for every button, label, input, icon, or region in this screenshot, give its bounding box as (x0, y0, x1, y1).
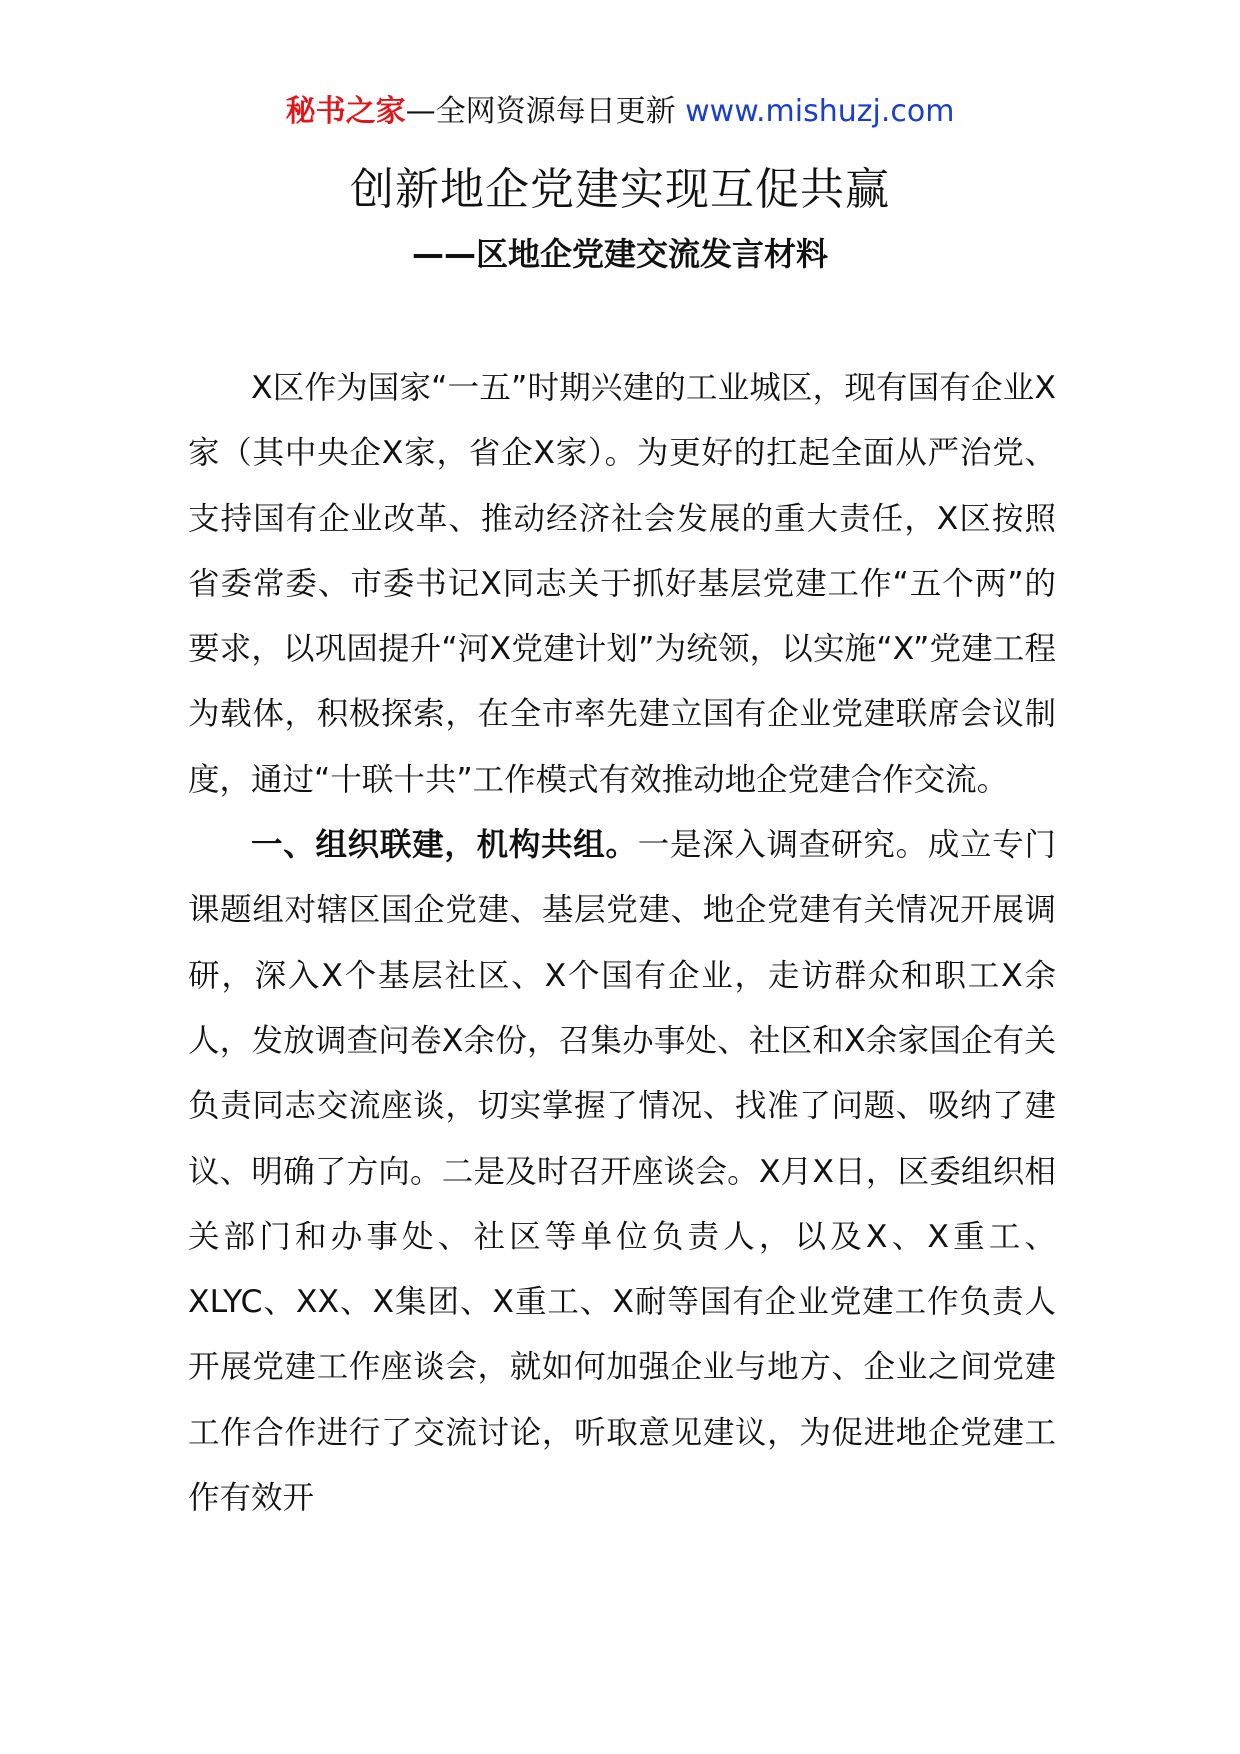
document-subtitle: ——区地企党建交流发言材料 (411, 235, 828, 273)
header-tagline: —全网资源每日更新 (405, 94, 686, 129)
site-url-link[interactable]: www.mishuzj.com (685, 94, 955, 129)
paragraph-text: X区作为国家“一五”时期兴建的工业城区，现有国有企业X家（其中央企X家，省企X家）。为更好的扛起全面从严治党、支持国有企业改革、推动经济社会发展的重大责任，X区按照省委常委、市委书记X同志关于抓好基层党建工作“五个两”的要求，以巩固提升“河X党建计划”为统领，以实施“X”党建工程为载体，积极探索，在全市率先建立国有企业党建联席会议制度，通过“十联十共”工作模式有效推动地企党建合作交流。 (188, 370, 1056, 798)
document-body (188, 356, 1056, 1531)
paragraph-section-one (188, 813, 1056, 1531)
paragraph-text: 一是深入调查研究。成立专门课题组对辖区国企党建、基层党建、地企党建有关情况开展调研，深入X个基层社区、X个国有企业，走访群众和职工X余人，发放调查问卷X余份，召集办事处、社区和X余家国企有关负责同志交流座谈，切实掌握了情况、找准了问题、吸纳了建议、明确了方向。二是及时召开座谈会。X月X日，区委组织相关部门和办事处、社区等单位负责人，以及X、X重工、XLYC、XX、X集团、X重工、X耐等国有企业党建工作负责人开展党建工作座谈会，就如何加强企业与地方、企业之间党建工作合作进行了交流讨论，听取意见建议，为促进地企党建工作有效开 (188, 827, 1056, 1517)
brand-name: 秘书之家 (285, 94, 406, 129)
site-header (0, 92, 1240, 132)
document-title: 创新地企党建实现互促共赢 (350, 164, 890, 215)
paragraph-intro (188, 356, 1056, 813)
section-heading: 一、组织联建，机构共组。 (251, 827, 638, 864)
